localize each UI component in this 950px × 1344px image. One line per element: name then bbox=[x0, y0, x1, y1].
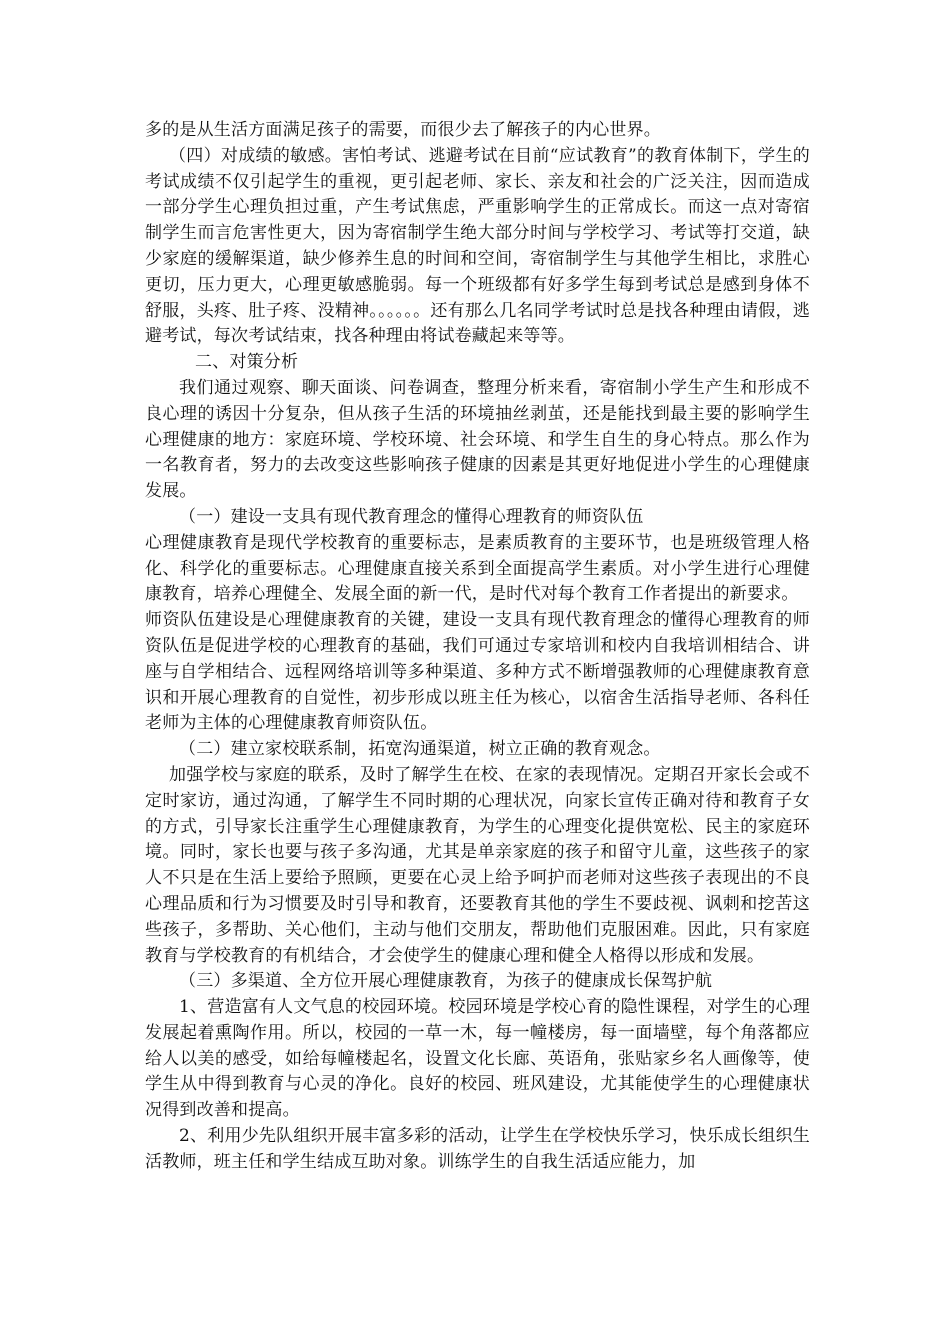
paragraph-teacher-training: 师资队伍建设是心理健康教育的关键，建设一支具有现代教育理念的懂得心理教育的师资队伍是促进学校的心理教育的基础，我们可通过专家培训和校内自我培训相结合、讲座与自学相结合、远程网络培训等多种渠道、多种方式不断增强教师的心理健康教育意识和开展心理教育的自觉性，初步形成以班主任为核心，以宿舍生活指导老师、各科任老师为主体的心理健康教育师资队伍。 bbox=[145, 610, 810, 734]
subheading-teacher-team: （一）建设一支具有现代教育理念的懂得心理教育的师资队伍 bbox=[179, 506, 644, 527]
subheading-multi-channel: （三）多渠道、全方位开展心理健康教育，为孩子的健康成长保驾护航 bbox=[179, 971, 713, 992]
subheading-home-school: （二）建立家校联系制，拓宽沟通渠道，树立正确的教育观念。 bbox=[179, 739, 661, 760]
paragraph-family-needs: 多的是从生活方面满足孩子的需要，而很少去了解孩子的内心世界。 bbox=[145, 120, 661, 140]
section-heading-countermeasures: 二、对策分析 bbox=[195, 352, 299, 373]
paragraph-mental-health-education: 心理健康教育是现代学校教育的重要标志，是素质教育的主要环节，也是班级管理人格化、科学化的重要标志。心理健康直接关系到全面提高学生素质。对小学生进行心理健康教育，培养心理健全、发展全面的新一代，是时代对每个教育工作者提出的新要求。 bbox=[145, 532, 810, 605]
paragraph-analysis-intro: 我们通过观察、聊天面谈、问卷调查，整理分析来看，寄宿制小学生产生和形成不良心理的诱因十分复杂，但从孩子生活的环境抽丝剥茧，还是能找到最主要的影响学生心理健康的地方：家庭环境、学校环境、社会环境、和学生自生的身心特点。那么作为一名教育者，努力的去改变这些影响孩子健康的因素是其更好地促进小学生的心理健康发展。 bbox=[145, 377, 810, 502]
paragraph-campus-environment: 1、营造富有人文气息的校园环境。校园环境是学校心育的隐性课程，对学生的心理发展起着熏陶作用。所以，校园的一草一木，每一幢楼房，每一面墙壁，每个角落都应给人以美的感受，如给每幢楼起名，设置文化长廊、英语角，张贴家乡名人画像等，使学生从中得到教育与心灵的净化。良好的校园、班风建设，尤其能使学生的心理健康状况得到改善和提高。 bbox=[145, 997, 810, 1121]
paragraph-exam-sensitivity: （四）对成绩的敏感。害怕考试、逃避考试在目前“应试教育”的教育体制下，学生的考试成绩不仅引起学生的重视，更引起老师、家长、亲友和社会的广泛关注，因而造成一部分学生心理负担过重，产生考试焦虑，严重影响学生的正常成长。而这一点对寄宿制学生而言危害性更大，因为寄宿制学生绝大部分时间与学校学习、考试等打交道，缺少家庭的缓解渠道，缺少修养生息的时间和空间，寄宿制学生与其他学生相比，求胜心更切，压力更大，心理更敏感脆弱。每一个班级都有好多学生每到考试总是感到身体不舒服，头疼、肚子疼、没精神。。。。。。还有那么几名同学考试时总是找各种理由请假，逃避考试，每次考试结束，找各种理由将试卷藏起来等等。 bbox=[145, 145, 810, 347]
paragraph-home-school-contact: 加强学校与家庭的联系，及时了解学生在校、在家的表现情况。定期召开家长会或不定时家访，通过沟通，了解学生不同时期的心理状况，向家长宣传正确对待和教育子女的方式，引导家长注重学生心理健康教育，为学生的心理变化提供宽松、民主的家庭环境。同时，家长也要与孩子多沟通，尤其是单亲家庭的孩子和留守儿童，这些孩子的家人不只是在生活上要给予照顾，更要在心灵上给予呵护而老师对这些孩子表现出的不良心理品质和行为习惯要及时引导和教育，还要教育其他的学生不要歧视、讽刺和挖苦这些孩子，多帮助、关心他们，主动与他们交朋友，帮助他们克服困难。因此，只有家庭教育与学校教育的有机结合，才会使学生的健康心理和健全人格得以形成和发展。 bbox=[145, 764, 810, 966]
document-page bbox=[145, 118, 810, 1176]
paragraph-young-pioneers: 2、利用少先队组织开展丰富多彩的活动，让学生在学校快乐学习，快乐成长组织生活教师，班主任和学生结成互助对象。训练学生的自我生活适应能力，加 bbox=[145, 1126, 810, 1172]
